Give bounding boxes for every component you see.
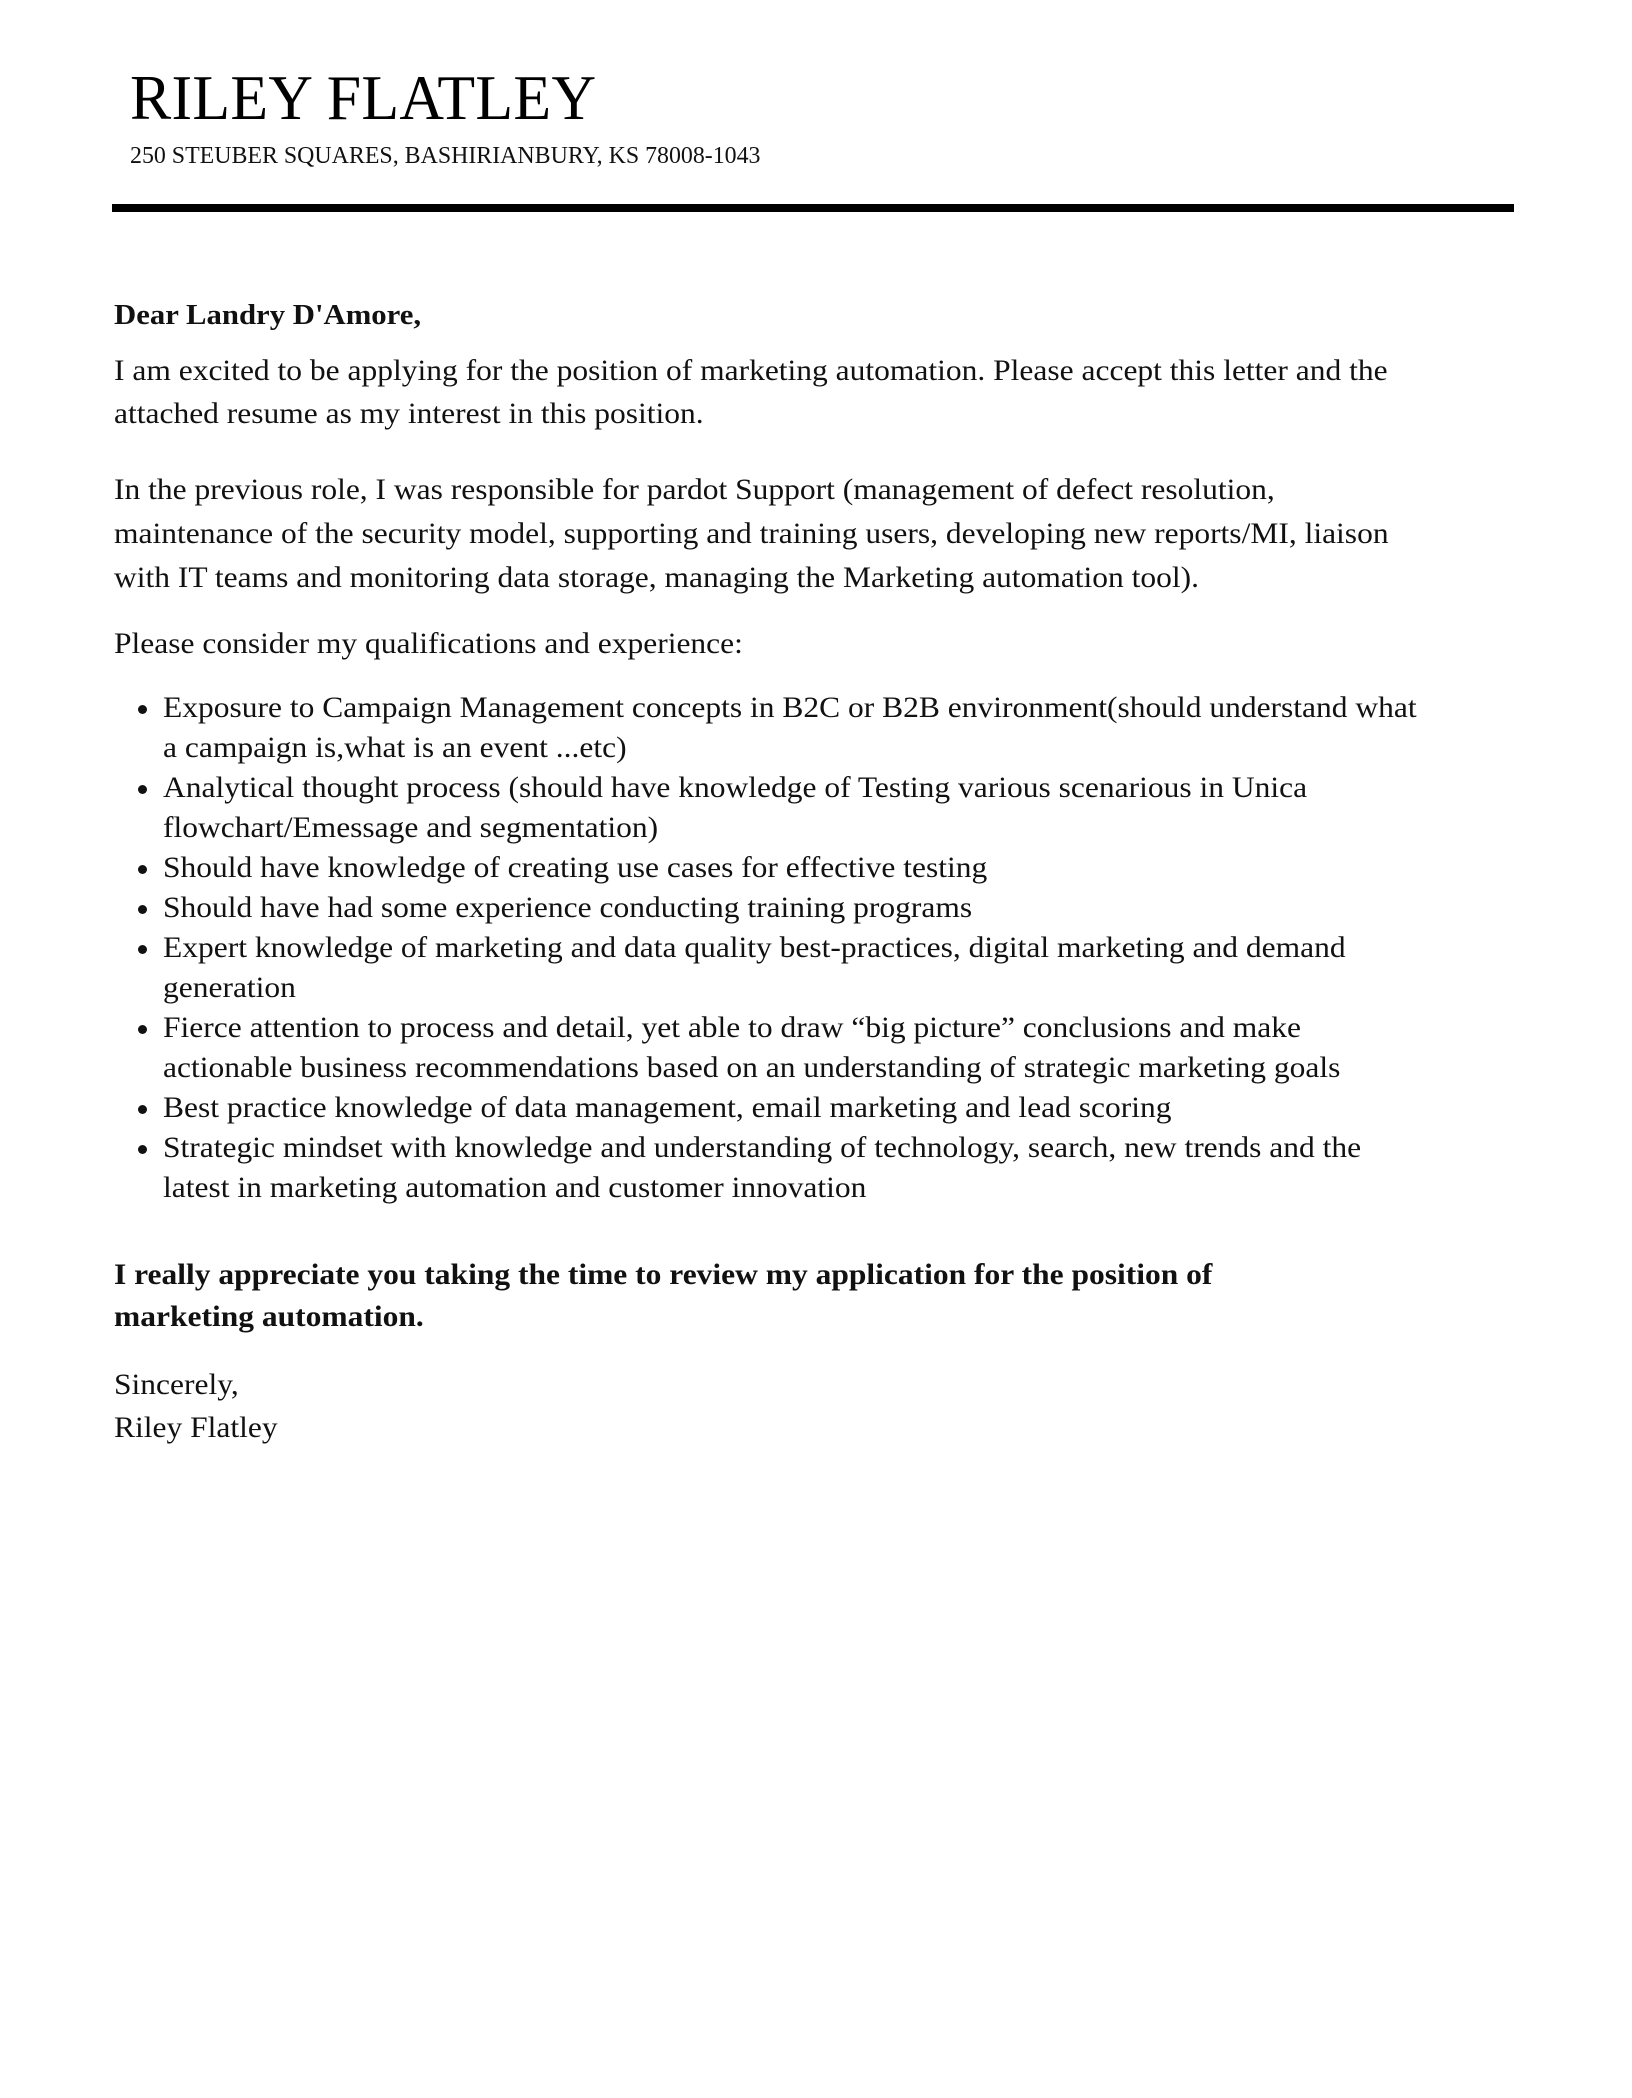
qualification-line: a campaign is,what is an event ...etc) — [163, 731, 627, 764]
paragraph-line: I am excited to be applying for the position of marketing automation. Please accept this letter and the — [114, 354, 1388, 387]
qualification-line: latest in marketing automation and customer innovation — [163, 1171, 867, 1204]
closing-line: I really appreciate you taking the time to review my application for the position of — [114, 1258, 1213, 1291]
bullet-icon — [138, 865, 147, 874]
qualification-line: Should have knowledge of creating use cases for effective testing — [163, 851, 988, 884]
letter-header — [130, 62, 764, 169]
sign-off: Sincerely, — [114, 1368, 239, 1401]
qualification-line: Expert knowledge of marketing and data quality best-practices, digital marketing and demand — [163, 931, 1346, 964]
salutation: Dear Landry D'Amore, — [114, 299, 422, 331]
qualification-line: Best practice knowledge of data management, email marketing and lead scoring — [163, 1091, 1172, 1124]
signature: Riley Flatley — [114, 1411, 278, 1444]
sender-address: 250 STEUBER SQUARES, BASHIRIANBURY, KS 78008-1043 — [130, 143, 761, 169]
paragraph-line: maintenance of the security model, supporting and training users, developing new reports/MI, liaison — [114, 517, 1389, 550]
bullet-icon — [138, 705, 147, 714]
header-divider — [112, 204, 1514, 212]
bullet-icon — [138, 1145, 147, 1154]
qualification-line: Analytical thought process (should have knowledge of Testing various scenarious in Unica — [163, 771, 1308, 804]
bullet-icon — [138, 945, 147, 954]
qualification-line: flowchart/Emessage and segmentation) — [163, 811, 659, 844]
bullet-icon — [138, 905, 147, 914]
paragraph-line: Please consider my qualifications and experience: — [114, 627, 743, 660]
bullet-icon — [138, 785, 147, 794]
qualification-line: Fierce attention to process and detail, yet able to draw “big picture” conclusions and make — [163, 1011, 1301, 1044]
qualification-line: generation — [163, 971, 296, 1004]
bullet-icon — [138, 1025, 147, 1034]
qualification-line: Should have had some experience conducting training programs — [163, 891, 973, 924]
sender-name: RILEY FLATLEY — [130, 62, 597, 133]
paragraph-line: In the previous role, I was responsible for pardot Support (management of defect resolution, — [114, 473, 1275, 506]
paragraph-line: with IT teams and monitoring data storage, managing the Marketing automation tool). — [114, 561, 1200, 594]
paragraph-line: attached resume as my interest in this position. — [114, 397, 704, 430]
qualification-line: Exposure to Campaign Management concepts in B2C or B2B environment(should understand what — [163, 691, 1417, 724]
closing-line: marketing automation. — [114, 1300, 424, 1333]
qualification-line: actionable business recommendations based on an understanding of strategic marketing goals — [163, 1051, 1341, 1084]
qualification-line: Strategic mindset with knowledge and understanding of technology, search, new trends and the — [163, 1131, 1362, 1164]
bullet-icon — [138, 1105, 147, 1114]
